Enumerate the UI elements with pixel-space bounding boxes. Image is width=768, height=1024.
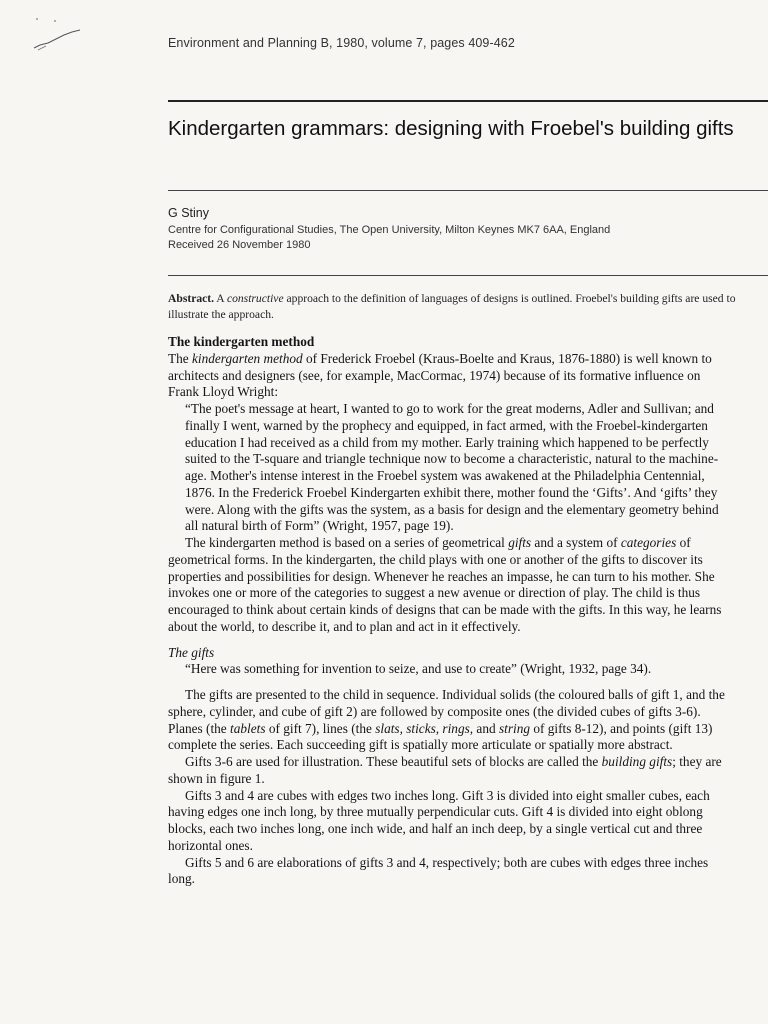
text: and [473,720,499,736]
paper-title: Kindergarten grammars: designing with Froebel's building gifts [168,117,734,140]
abstract-label: Abstract. [168,292,215,305]
text: Gifts 3-6 are used for illustration. These beautiful sets of blocks are called the [185,754,602,769]
emphasis: slats, sticks, rings, [375,720,474,736]
journal-citation: Environment and Planning B, 1980, volume 7, pages 409-462 [168,36,515,50]
text: The gifts are presented to the child in sequence. Individual solids (the coloured balls of gift 1, and the sphere, cylinder, and cube of gift 2) are followed by composite ones (the divided cubes of gifts 3-6). Planes (the [168,687,725,736]
paragraph: Gifts 5 and 6 are elaborations of gifts 3 and 4, respectively; both are cubes with edges three inches long. [168,854,709,887]
affiliation-block [168,223,758,253]
paragraph [168,754,732,788]
speck [36,18,38,20]
abstract [168,291,748,322]
paragraph [168,687,732,754]
block-quote: “Here was something for invention to seize, and use to create” (Wright, 1932, page 34). [185,661,652,677]
speck [54,20,56,22]
author: G Stiny [168,206,209,220]
emphasis: gifts [508,535,532,550]
text: of gifts 8-12), and points (gift 13) complete the series. Each succeeding gift is spatially more articulate or spatially more abstract. [168,720,713,753]
emphasis: categories [620,535,677,550]
block-quote: “The poet's message at heart, I wanted to go to work for the great moderns, Adler and Sullivan; and finally I went, warned by the prophecy and equipped, in fact armed, with the Froebel-kindergarten education I had received as a child from my mother. Early training which happened to be perfectly suited to the T-square and triangle technique now to become a characteristic, natural to the machine-age. Mother's intense interest in the Froebel system was awakened at the Philadelphia Centennial, 1876. In the Frederick Froebel Kindergarten exhibit there, mother found the ‘Gifts’. And ‘gifts’ they were. Along with the gifts was the system, as a basis for design and the elementary geometry behind all natural birth of Form” (Wright, 1957, page 19). [185,401,719,534]
emphasis: building gifts [601,754,673,769]
abstract-text: A [214,292,227,305]
abstract-top-rule [168,275,768,276]
body-text [168,334,732,888]
title-top-rule [168,100,768,102]
text: ; they are shown in figure 1. [168,754,722,786]
abstract-text: approach to the definition of languages of designs is outlined. Froebel's building gifts are used to illustrate the approach. [168,292,736,321]
pencil-mark [20,28,90,68]
text: and a system of [531,535,621,550]
text: The [168,350,192,366]
paragraph: Gifts 3 and 4 are cubes with edges two inches long. Gift 3 is divided into eight smaller cubes, each having edges one inch long, by three mutually perpendicular cuts. Gift 4 is divided into eight oblong blocks, each two inches long, one inch wide, and half an inch deep, by a single vertical cut and three horizontal ones. [168,787,710,853]
affiliation: Centre for Configurational Studies, The Open University, Milton Keynes MK7 6AA, England [168,224,611,236]
title-bottom-rule [168,190,768,191]
emphasis: kindergarten method [192,350,303,366]
abstract-emphasis: constructive [226,292,284,305]
emphasis: string [498,720,530,736]
text: of geometrical forms. In the kindergarten, the child plays with one or another of the gifts to discover its properties and possibilities for design. Whenever he reaches an impasse, he can turn to his mother. She invokes one or more of the categories to suggest a new avenue or direction of play. The child is thus encouraged to think about certain kinds of designs that can be made with the gifts. In this way, he learns about the world, to describe it, and to plan and act in it effectively. [168,535,722,634]
section-heading: The kindergarten method [168,334,315,349]
emphasis: tablets [230,720,266,736]
paragraph [168,351,732,401]
received-date: Received 26 November 1980 [168,239,311,251]
text: of Frederick Froebel (Kraus-Boelte and Kraus, 1876-1880) is well known to architects and designers (see, for example, MacCormac, 1974) because of its formative influence on Frank Lloyd Wright: [168,350,712,400]
text: of gift 7), lines (the [265,720,376,736]
subsection-heading: The gifts [168,644,215,660]
text: The kindergarten method is based on a series of geometrical [185,535,509,550]
paragraph [168,535,732,636]
